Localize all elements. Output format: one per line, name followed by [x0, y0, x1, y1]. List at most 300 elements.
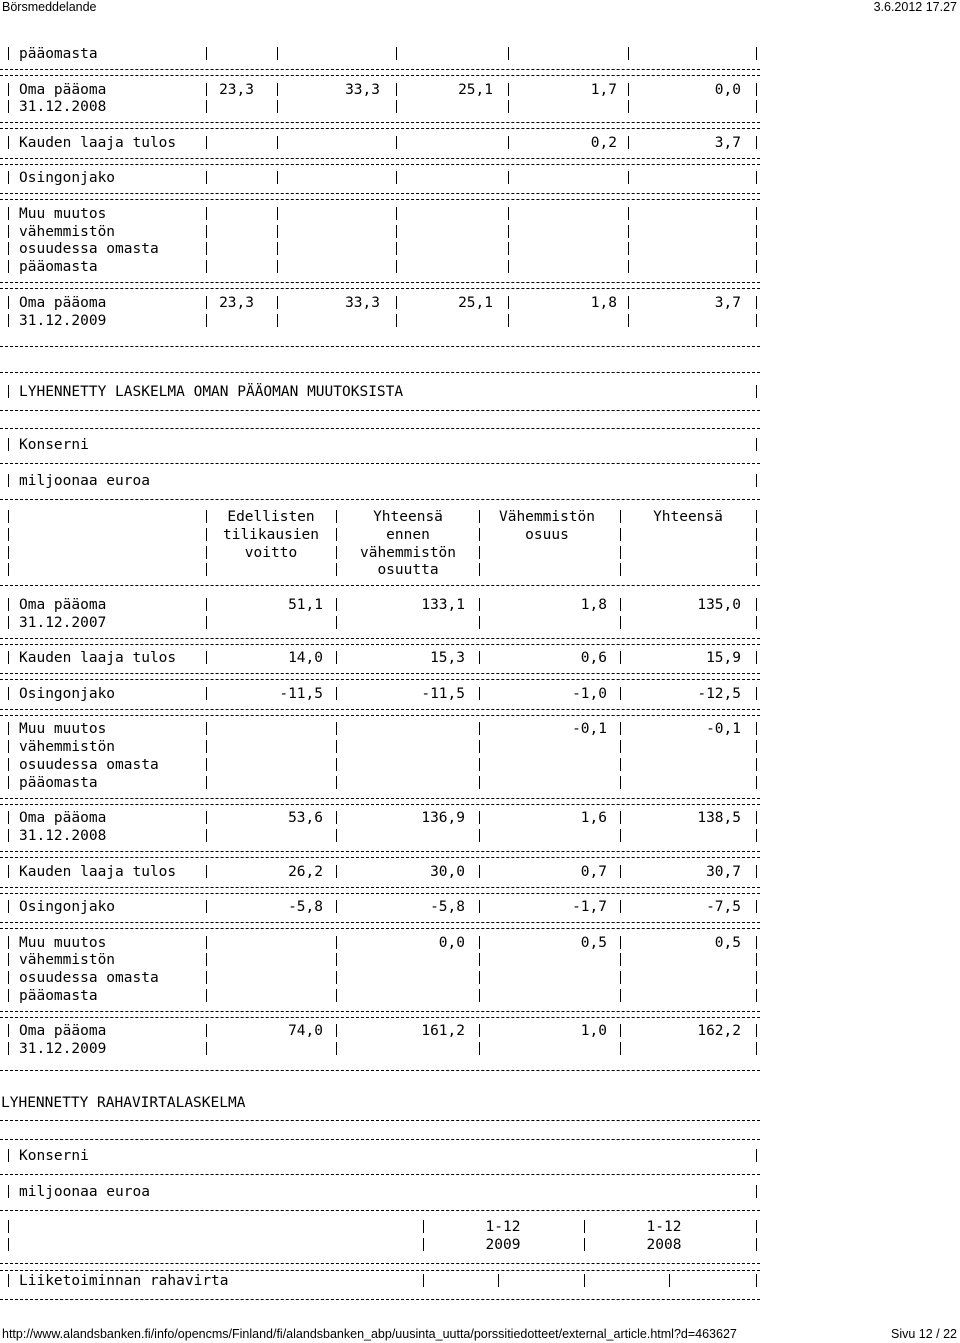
cell-value: 136,9: [421, 810, 465, 827]
dashed-rule: [0, 410, 760, 411]
row-label: Osingonjako: [19, 170, 116, 187]
cell-value: 0,7: [580, 863, 607, 880]
column-separator: [508, 296, 509, 309]
column-separator: [508, 171, 509, 184]
row-label: 31.12.2008: [19, 99, 107, 116]
cell-value: 0,0: [438, 934, 465, 951]
column-separator: [396, 171, 397, 184]
column-separator: [336, 829, 337, 842]
column-separator: [206, 829, 207, 842]
column-separator: [336, 598, 337, 611]
column-separator: [8, 865, 9, 878]
column-separator: [479, 1024, 480, 1037]
cell-value: -11,5: [279, 685, 323, 702]
column-separator: [336, 811, 337, 824]
cell-value: 0,2: [590, 134, 617, 151]
cell-value: 0,5: [714, 934, 741, 951]
column-separator: [479, 829, 480, 842]
column-separator: [756, 242, 757, 255]
column-separator: [8, 260, 9, 273]
column-separator: [620, 1024, 621, 1037]
column-separator: [756, 687, 757, 700]
column-separator: [479, 776, 480, 789]
column-separator: [756, 100, 757, 113]
row-divider: [0, 709, 760, 710]
column-separator: [8, 1149, 9, 1162]
footer-url[interactable]: http://www.alandsbanken.fi/info/opencms/Finland/fi/alandsbanken_abp/uusinta_uutta/porssitiedotteet/external_article.html?d=463627: [2, 1327, 737, 1341]
column-separator: [206, 758, 207, 771]
column-separator: [620, 865, 621, 878]
column-separator: [336, 971, 337, 984]
row-label: Oma pääoma: [19, 810, 107, 827]
column-separator: [756, 811, 757, 824]
dashed-rule: [0, 1270, 760, 1271]
column-separator: [336, 528, 337, 541]
column-separator: [336, 1024, 337, 1037]
row-label: Osingonjako: [19, 899, 116, 915]
row-label: Oma pääoma: [19, 81, 107, 98]
column-separator: [620, 811, 621, 824]
column-separator: [479, 971, 480, 984]
row-label: pääomasta: [19, 259, 98, 276]
column-separator: [8, 47, 9, 60]
column-separator: [396, 207, 397, 220]
column-separator: [620, 829, 621, 842]
column-separator: [336, 722, 337, 735]
cell-value: 1,7: [590, 81, 617, 98]
dashed-rule: [0, 1299, 760, 1300]
column-separator: [206, 83, 207, 96]
column-header: 2008: [646, 1236, 682, 1253]
cell-value: -1,7: [572, 899, 607, 915]
column-separator: [336, 936, 337, 949]
row-divider: [0, 922, 760, 923]
row-label: pääomasta: [19, 987, 98, 1004]
column-separator: [206, 171, 207, 184]
column-separator: [620, 900, 621, 913]
column-header: osuutta: [377, 562, 439, 579]
row-label: Oma pääoma: [19, 294, 107, 311]
column-separator: [756, 776, 757, 789]
column-separator: [628, 171, 629, 184]
row-divider: [0, 638, 760, 639]
cell-value: -11,5: [421, 685, 465, 702]
column-header: osuus: [525, 526, 569, 543]
row-divider: [0, 857, 760, 858]
column-separator: [8, 528, 9, 541]
row-divider: [0, 75, 760, 76]
row-divider: [0, 798, 760, 799]
cell-value: 15,9: [706, 650, 741, 667]
cell-value: 3,7: [714, 294, 741, 311]
column-separator: [396, 47, 397, 60]
row-divider: [0, 928, 760, 929]
column-separator: [756, 47, 757, 60]
column-separator: [206, 546, 207, 559]
column-separator: [206, 1042, 207, 1055]
column-separator: [584, 1274, 585, 1287]
column-separator: [8, 225, 9, 238]
column-separator: [620, 687, 621, 700]
row-divider: [0, 804, 760, 805]
column-separator: [396, 83, 397, 96]
column-separator: [8, 385, 9, 398]
column-separator: [277, 47, 278, 60]
row-label: Kauden laaja tulos: [19, 650, 177, 667]
column-separator: [756, 616, 757, 629]
dashed-rule: [0, 585, 760, 586]
column-separator: [8, 811, 9, 824]
cell-value: 23,3: [219, 294, 254, 311]
column-separator: [669, 1274, 670, 1287]
column-separator: [620, 651, 621, 664]
column-separator: [336, 687, 337, 700]
column-separator: [8, 829, 9, 842]
column-separator: [336, 953, 337, 966]
cell-value: 1,8: [590, 294, 617, 311]
column-separator: [336, 865, 337, 878]
column-separator: [628, 225, 629, 238]
cell-value: 14,0: [288, 650, 323, 667]
cell-value: -7,5: [706, 899, 741, 915]
cell-value: 1,8: [580, 597, 607, 613]
column-separator: [423, 1220, 424, 1233]
section-title: LYHENNETTY LASKELMA OMAN PÄÄOMAN MUUTOKSISTA: [19, 384, 404, 400]
row-label: Kauden laaja tulos: [19, 134, 177, 151]
row-divider: [0, 158, 760, 159]
column-separator: [8, 1042, 9, 1055]
column-separator: [756, 474, 757, 487]
column-separator: [423, 1274, 424, 1287]
page-footer: [0, 1323, 960, 1341]
column-separator: [756, 1238, 757, 1251]
column-separator: [756, 900, 757, 913]
column-separator: [8, 1238, 9, 1251]
column-separator: [206, 598, 207, 611]
column-separator: [277, 207, 278, 220]
column-separator: [8, 171, 9, 184]
dashed-rule: [0, 1210, 760, 1211]
header-datetime: 3.6.2012 17.27: [873, 0, 957, 14]
column-separator: [756, 1185, 757, 1198]
cell-value: 138,5: [697, 810, 741, 827]
column-separator: [756, 971, 757, 984]
row-label: 31.12.2009: [19, 312, 107, 329]
row-divider: [0, 1017, 760, 1018]
column-separator: [206, 528, 207, 541]
column-separator: [620, 776, 621, 789]
cell-value: -12,5: [697, 685, 741, 702]
row-divider: [0, 288, 760, 289]
row-label: pääomasta: [19, 46, 98, 62]
table-end-rule: [0, 346, 760, 347]
column-separator: [336, 1042, 337, 1055]
column-header: Yhteensä: [653, 509, 723, 525]
column-separator: [8, 474, 9, 487]
column-separator: [756, 296, 757, 309]
column-separator: [628, 100, 629, 113]
column-separator: [206, 260, 207, 273]
cell-value: 30,7: [706, 863, 741, 880]
column-separator: [584, 1220, 585, 1233]
column-separator: [206, 563, 207, 576]
column-separator: [756, 314, 757, 327]
column-separator: [277, 171, 278, 184]
column-separator: [628, 136, 629, 149]
row-label: vähemmistön: [19, 952, 116, 969]
dashed-rule: [0, 1263, 760, 1264]
column-separator: [620, 1042, 621, 1055]
column-separator: [479, 510, 480, 523]
column-separator: [756, 598, 757, 611]
row-divider: [0, 673, 760, 674]
cell-value: -1,0: [572, 685, 607, 702]
column-separator: [277, 100, 278, 113]
column-separator: [756, 528, 757, 541]
column-separator: [756, 722, 757, 735]
column-separator: [206, 1024, 207, 1037]
column-separator: [756, 260, 757, 273]
column-separator: [8, 616, 9, 629]
column-separator: [206, 722, 207, 735]
row-label: Osingonjako: [19, 685, 116, 702]
column-separator: [277, 296, 278, 309]
column-separator: [396, 314, 397, 327]
column-separator: [628, 207, 629, 220]
row-divider: [0, 679, 760, 680]
cell-value: 30,0: [430, 863, 465, 880]
column-separator: [620, 616, 621, 629]
column-separator: [336, 776, 337, 789]
column-separator: [336, 616, 337, 629]
unit-label: miljoonaa euroa: [19, 1184, 150, 1200]
footer-page-number: Sivu 12 / 22: [890, 1327, 957, 1341]
column-separator: [756, 758, 757, 771]
row-divider: [0, 193, 760, 194]
column-separator: [8, 971, 9, 984]
column-separator: [479, 546, 480, 559]
column-separator: [620, 936, 621, 949]
row-divider: [0, 282, 760, 283]
row-label: Oma pääoma: [19, 1023, 107, 1040]
column-separator: [756, 651, 757, 664]
row-divider: [0, 122, 760, 123]
column-separator: [8, 989, 9, 1002]
column-separator: [756, 510, 757, 523]
column-separator: [508, 83, 509, 96]
column-separator: [756, 1274, 757, 1287]
column-separator: [396, 136, 397, 149]
cell-value: 0,5: [580, 934, 607, 951]
row-label: osuudessa omasta: [19, 756, 159, 773]
column-separator: [479, 563, 480, 576]
row-label: Muu muutos: [19, 205, 107, 222]
column-separator: [756, 1024, 757, 1037]
dashed-rule: [0, 428, 760, 429]
column-separator: [756, 865, 757, 878]
row-label: osuudessa omasta: [19, 970, 159, 987]
row-divider: [0, 199, 760, 200]
column-separator: [8, 651, 9, 664]
column-separator: [277, 242, 278, 255]
column-separator: [8, 776, 9, 789]
column-separator: [479, 865, 480, 878]
column-header: tilikausien: [222, 526, 320, 543]
column-separator: [206, 225, 207, 238]
column-separator: [628, 47, 629, 60]
cell-value: 51,1: [288, 597, 323, 613]
column-separator: [206, 651, 207, 664]
column-header: Yhteensä: [373, 509, 443, 525]
cell-value: -5,8: [430, 899, 465, 915]
column-separator: [498, 1274, 499, 1287]
column-separator: [628, 296, 629, 309]
row-label: Muu muutos: [19, 721, 107, 738]
column-separator: [277, 136, 278, 149]
column-separator: [277, 314, 278, 327]
column-separator: [206, 776, 207, 789]
column-separator: [620, 528, 621, 541]
column-separator: [396, 242, 397, 255]
row-label: 31.12.2009: [19, 1041, 107, 1058]
column-separator: [756, 546, 757, 559]
row-divider: [0, 893, 760, 894]
column-separator: [479, 1042, 480, 1055]
column-separator: [8, 83, 9, 96]
column-separator: [8, 546, 9, 559]
column-separator: [336, 758, 337, 771]
column-separator: [620, 740, 621, 753]
column-separator: [206, 953, 207, 966]
column-separator: [8, 740, 9, 753]
unit-label: miljoonaa euroa: [19, 473, 150, 489]
row-label: vähemmistön: [19, 223, 116, 240]
column-separator: [206, 811, 207, 824]
column-separator: [620, 758, 621, 771]
column-separator: [396, 225, 397, 238]
column-separator: [756, 1149, 757, 1162]
column-separator: [479, 722, 480, 735]
table-end-rule: [0, 1070, 760, 1071]
row-divider: [0, 1011, 760, 1012]
cell-value: 53,6: [288, 810, 323, 827]
column-separator: [8, 136, 9, 149]
column-separator: [206, 989, 207, 1002]
column-separator: [8, 1185, 9, 1198]
column-separator: [628, 83, 629, 96]
column-separator: [336, 510, 337, 523]
column-separator: [277, 225, 278, 238]
row-label: 31.12.2008: [19, 828, 107, 844]
cell-value: -5,8: [288, 899, 323, 915]
column-separator: [508, 314, 509, 327]
cell-value: 135,0: [697, 597, 741, 613]
row-label: Oma pääoma: [19, 597, 107, 613]
column-separator: [756, 1220, 757, 1233]
cell-value: 25,1: [458, 294, 493, 311]
column-separator: [628, 260, 629, 273]
row-label: Muu muutos: [19, 934, 107, 951]
column-separator: [479, 811, 480, 824]
column-separator: [620, 722, 621, 735]
column-separator: [756, 563, 757, 576]
column-separator: [277, 83, 278, 96]
column-separator: [508, 225, 509, 238]
column-separator: [479, 740, 480, 753]
row-divider: [0, 851, 760, 852]
column-separator: [620, 953, 621, 966]
cell-value: 15,3: [430, 650, 465, 667]
column-separator: [756, 385, 757, 398]
cell-value: -0,1: [572, 721, 607, 738]
column-separator: [206, 242, 207, 255]
column-separator: [756, 225, 757, 238]
column-separator: [628, 314, 629, 327]
cell-value: 25,1: [458, 81, 493, 98]
column-separator: [508, 136, 509, 149]
column-separator: [336, 989, 337, 1002]
column-separator: [8, 1024, 9, 1037]
row-label: Liiketoiminnan rahavirta: [19, 1273, 229, 1289]
column-separator: [206, 47, 207, 60]
column-header: Edellisten: [227, 509, 315, 525]
column-separator: [396, 296, 397, 309]
column-separator: [479, 758, 480, 771]
cell-value: 3,7: [714, 134, 741, 151]
column-header: vähemmistön: [359, 544, 457, 561]
column-separator: [206, 971, 207, 984]
column-header: 1-12: [485, 1219, 521, 1235]
column-separator: [206, 207, 207, 220]
row-divider: [0, 164, 760, 165]
column-separator: [8, 100, 9, 113]
column-separator: [277, 260, 278, 273]
row-divider: [0, 715, 760, 716]
column-separator: [620, 598, 621, 611]
section-title: LYHENNETTY RAHAVIRTALASKELMA: [1, 1095, 246, 1111]
column-separator: [756, 936, 757, 949]
column-separator: [756, 83, 757, 96]
cell-value: -0,1: [706, 721, 741, 738]
cell-value: 1,6: [580, 810, 607, 827]
column-separator: [8, 598, 9, 611]
column-header: 1-12: [646, 1219, 682, 1235]
column-separator: [396, 260, 397, 273]
column-separator: [336, 740, 337, 753]
column-separator: [8, 438, 9, 451]
dashed-rule: [0, 1139, 760, 1140]
row-divider: [0, 69, 760, 70]
column-separator: [396, 100, 397, 113]
column-separator: [756, 953, 757, 966]
column-separator: [479, 528, 480, 541]
row-divider: [0, 644, 760, 645]
column-separator: [508, 242, 509, 255]
column-separator: [756, 438, 757, 451]
column-separator: [508, 260, 509, 273]
cell-value: 33,3: [345, 294, 380, 311]
column-separator: [508, 47, 509, 60]
column-separator: [479, 900, 480, 913]
column-separator: [620, 510, 621, 523]
column-separator: [206, 296, 207, 309]
column-header: 2009: [485, 1236, 521, 1253]
column-separator: [8, 242, 9, 255]
column-separator: [479, 989, 480, 1002]
column-separator: [8, 1274, 9, 1287]
column-separator: [8, 1220, 9, 1233]
column-separator: [8, 563, 9, 576]
